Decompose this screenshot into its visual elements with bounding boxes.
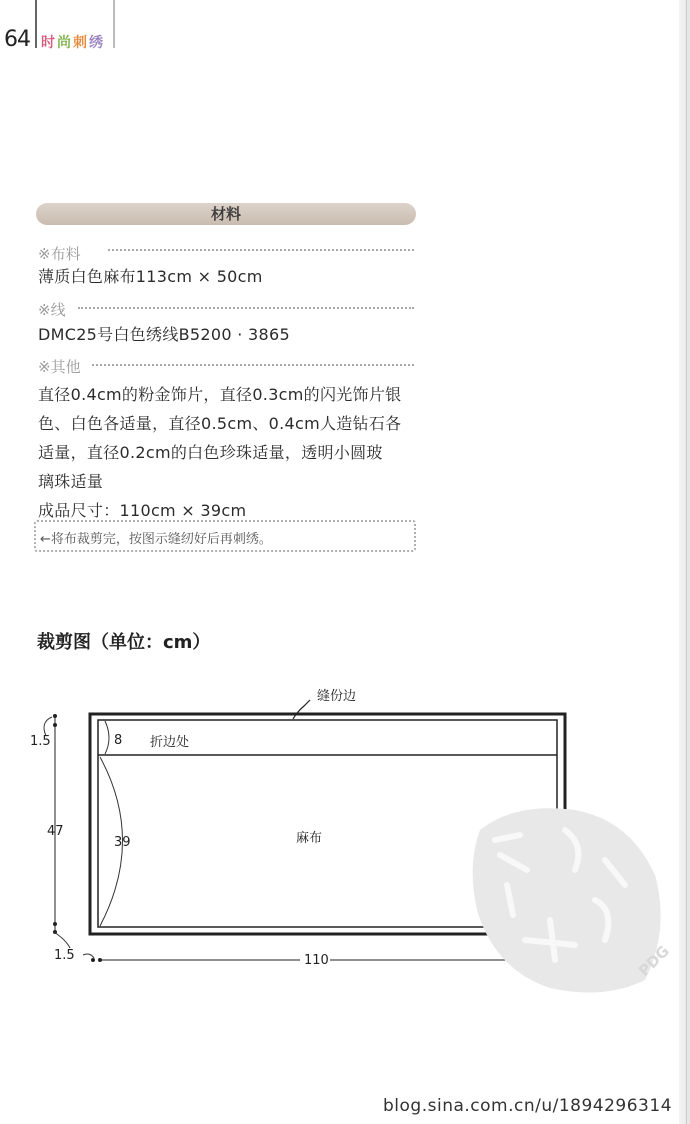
other-label: ※其他 xyxy=(38,358,81,376)
dotted-rule xyxy=(78,307,414,309)
outer-height-label: 47 xyxy=(47,824,64,839)
fabric-label-diagram: 麻布 xyxy=(296,831,323,846)
seam-leader xyxy=(293,700,310,719)
inner-height-label: 39 xyxy=(114,835,131,850)
dim-dot xyxy=(53,922,57,926)
width-label: 110 xyxy=(304,953,329,968)
header-divider-right xyxy=(113,0,115,48)
fold-depth-label: 8 xyxy=(114,733,123,748)
watermark-pdg: PDG xyxy=(634,941,673,981)
materials-title: 材料 xyxy=(36,203,416,225)
dotted-rule xyxy=(108,249,414,251)
seam-allowance-label: 缝份边 xyxy=(317,689,357,704)
book-title-char: 绣 xyxy=(89,35,105,51)
dim-dot xyxy=(53,723,57,727)
left-margin-arc xyxy=(83,954,94,958)
header-divider xyxy=(35,0,37,48)
dotted-rule xyxy=(92,364,414,366)
note-text: ←将布裁剪完，按图示缝纫好后再刺绣。 xyxy=(40,532,272,547)
other-line: 适量，直径0.2cm的白色珍珠适量，透明小圆玻 xyxy=(38,443,383,462)
top-margin-label: 1.5 xyxy=(30,734,51,749)
page-number: 64 xyxy=(4,27,30,52)
fabric-label: ※布料 xyxy=(38,245,81,263)
other-line: 色、白色各适量，直径0.5cm、0.4cm人造钻石各 xyxy=(38,414,402,433)
bottom-margin-arc xyxy=(54,932,70,948)
dim-dot xyxy=(98,958,102,962)
book-title xyxy=(41,32,105,52)
bottom-margin-label: 1.5 xyxy=(54,948,75,963)
book-title-char: 刺 xyxy=(73,35,89,51)
finished-size: 成品尺寸：110cm × 39cm xyxy=(38,501,247,520)
footer-url: blog.sina.com.cn/u/1894296314 xyxy=(383,1096,673,1116)
fold-depth-arc xyxy=(105,721,109,754)
book-title-char: 尚 xyxy=(57,35,73,51)
dim-dot xyxy=(91,958,95,962)
diagram-title: 裁剪图（单位：cm） xyxy=(37,632,211,653)
other-line: 璃珠适量 xyxy=(38,472,104,491)
thread-label: ※线 xyxy=(38,301,66,319)
fold-area-label: 折边处 xyxy=(150,735,190,750)
fabric-text: 薄质白色麻布113cm × 50cm xyxy=(38,267,263,286)
other-line: 直径0.4cm的粉金饰片，直径0.3cm的闪光饰片银 xyxy=(38,385,402,404)
thread-text: DMC25号白色绣线B5200 · 3865 xyxy=(38,325,290,344)
other-text xyxy=(38,380,418,525)
book-title-char: 时 xyxy=(41,35,57,51)
dim-dot xyxy=(53,714,57,718)
